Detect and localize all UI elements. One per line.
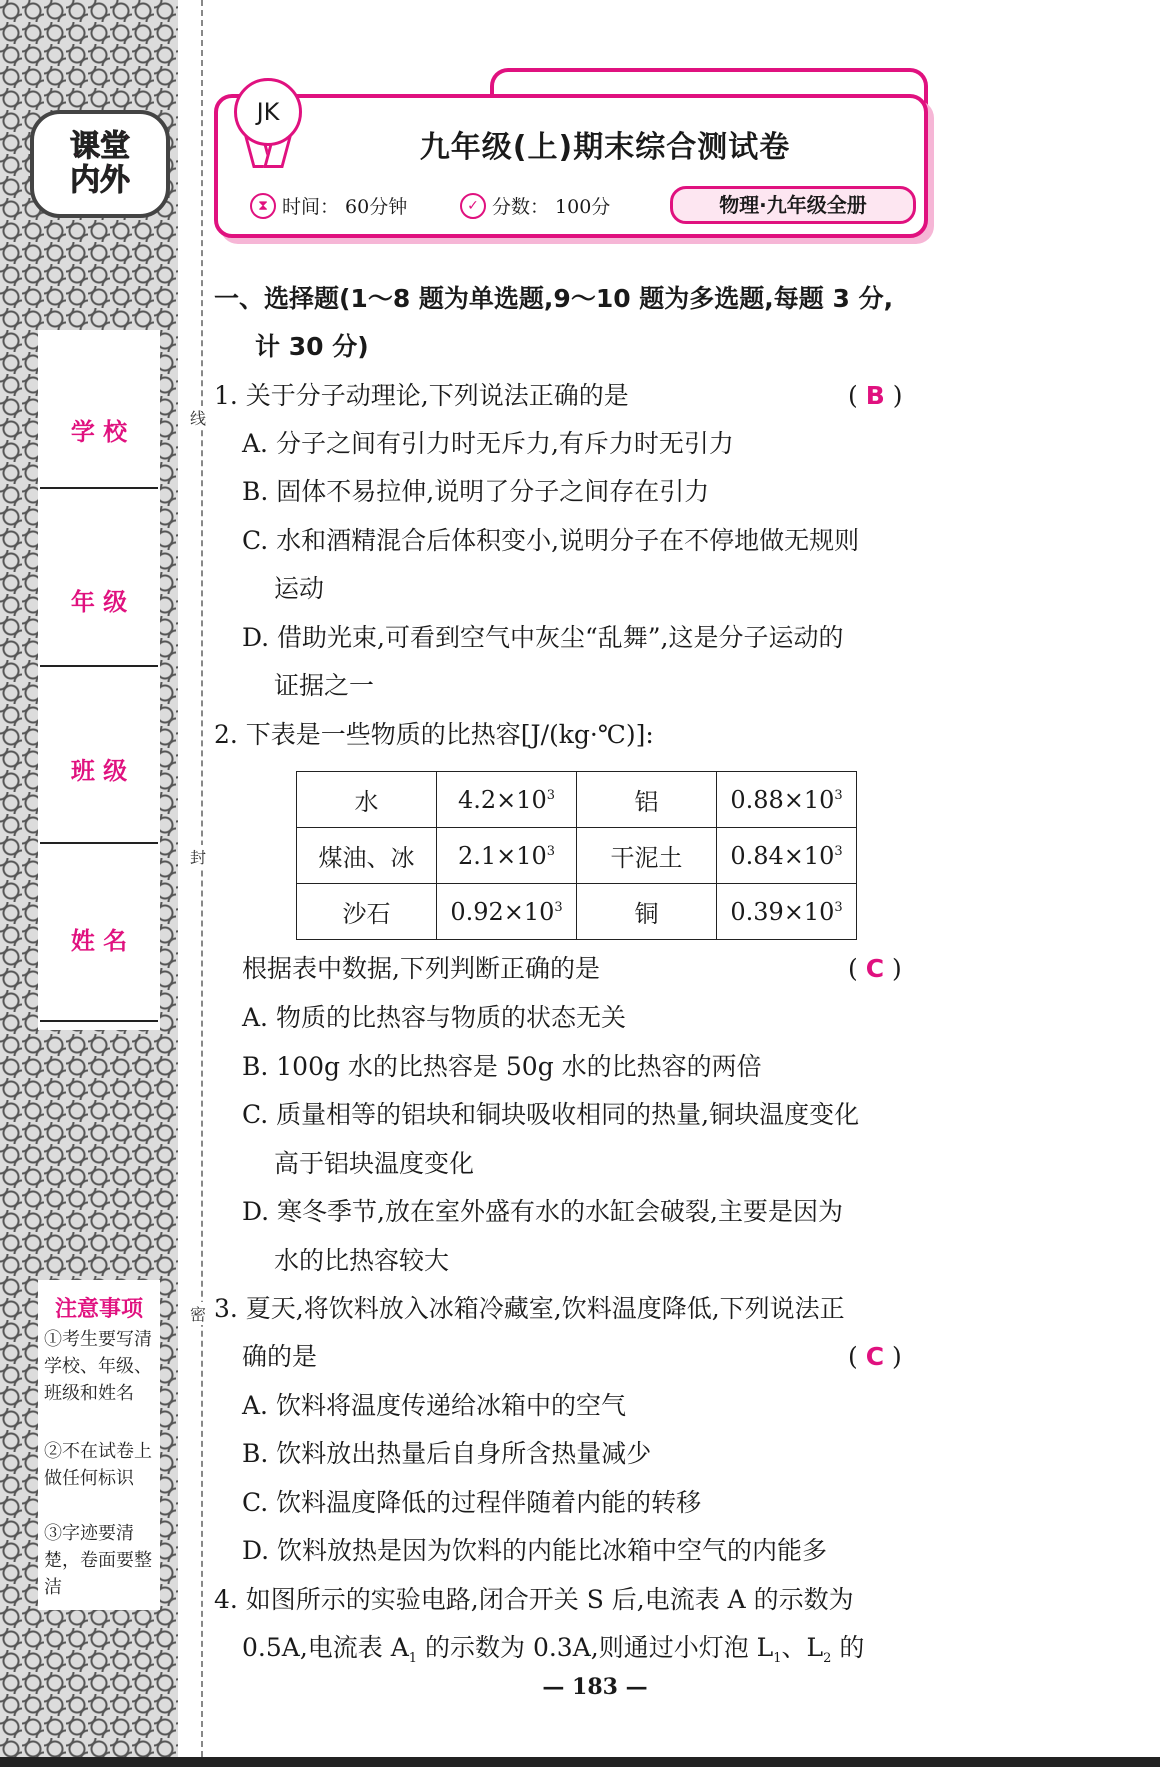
table-cell: 干泥土 <box>577 828 717 884</box>
page-title: 九年级(上)期末综合测试卷 <box>419 130 791 165</box>
table-row <box>297 772 857 828</box>
question-3-option-a: A. 饮料将温度传递给冰箱中的空气 <box>242 1391 626 1420</box>
score-label: 分数： <box>492 196 550 218</box>
question-2-option-a: A. 物质的比热容与物质的状态无关 <box>242 1003 626 1032</box>
question-3-option-c: C. 饮料温度降低的过程伴随着内能的转移 <box>242 1488 702 1517</box>
table-cell: 沙石 <box>297 884 437 940</box>
note-item: ①考生要写清学校、年级、班级和姓名 <box>44 1329 152 1404</box>
question-3-option-b: B. 饮料放出热量后自身所含热量减少 <box>242 1439 652 1468</box>
question-1-option-d-cont: 证据之一 <box>274 671 375 700</box>
question-3-option-d: D. 饮料放热是因为饮料的内能比冰箱中空气的内能多 <box>242 1536 828 1565</box>
question-4-stem-cont: 0.5A,电流表 $A_1$ 的示数为 0.3A,则通过小灯泡 $L_1$、$L_2$ 的 <box>242 1633 865 1666</box>
page-number: — 183 — <box>542 1674 648 1700</box>
cut-mark: 封 <box>190 845 206 868</box>
table-cell: 铝 <box>577 772 717 828</box>
time-label: 时间： <box>282 196 340 218</box>
question-2-stem: 2. 下表是一些物质的比热容[J/(kg·℃)]: <box>214 720 654 749</box>
time-value: 60分钟 <box>345 196 408 218</box>
question-1-option-c: C. 水和酒精混合后体积变小,说明分子在不停地做无规则 <box>242 526 860 555</box>
question-2-option-d: D. 寒冬季节,放在室外盛有水的水缸会破裂,主要是因为 <box>242 1197 843 1226</box>
section-heading-cont: 计 30 分) <box>255 332 369 361</box>
question-2-option-c: C. 质量相等的铝块和铜块吸收相同的热量,铜块温度变化 <box>242 1100 860 1129</box>
question-3-stem-cont: 确的是 <box>242 1342 318 1371</box>
question-3-answer: ( C ) <box>848 1342 902 1371</box>
grade-field-label: 年 级 <box>70 588 128 616</box>
jk-badge: JK <box>234 78 302 146</box>
class-field-label: 班 级 <box>70 757 128 785</box>
table-cell: $0.92\times 10^3$ <box>437 884 577 940</box>
table-cell: 煤油、冰 <box>297 828 437 884</box>
score-value: 100分 <box>555 196 611 218</box>
table-row <box>297 884 857 940</box>
question-1-option-b: B. 固体不易拉伸,说明了分子之间存在引力 <box>242 477 710 506</box>
question-1-answer: ( B ) <box>848 381 903 410</box>
school-field-line <box>40 487 158 489</box>
table-cell: $0.39\times 10^3$ <box>717 884 857 940</box>
subject-badge: 物理·九年级全册 <box>670 186 916 224</box>
question-3-stem: 3. 夏天,将饮料放入冰箱冷藏室,饮料温度降低,下列说法正 <box>214 1294 845 1323</box>
section-heading: 一、选择题(1～8 题为单选题,9～10 题为多选题,每题 3 分, <box>214 284 894 313</box>
table-cell: $0.88\times 10^3$ <box>717 772 857 828</box>
logo-line-1: 课堂 <box>70 129 130 164</box>
question-2-option-d-cont: 水的比热容较大 <box>274 1246 450 1275</box>
hourglass-icon: ⧗ <box>250 193 276 219</box>
table-cell: 水 <box>297 772 437 828</box>
question-1-option-c-cont: 运动 <box>274 574 325 603</box>
specific-heat-table <box>296 771 857 940</box>
brand-logo <box>30 110 170 218</box>
grade-field-line <box>40 665 158 667</box>
cut-line <box>201 0 203 1767</box>
question-2-answer: ( C ) <box>848 954 902 983</box>
cut-mark: 线 <box>190 406 206 429</box>
bottom-bar <box>0 1757 1160 1767</box>
cut-mark: 密 <box>190 1302 206 1325</box>
table-cell: $0.84\times 10^3$ <box>717 828 857 884</box>
question-2-prompt: 根据表中数据,下列判断正确的是 <box>242 954 600 983</box>
name-field-label: 姓 名 <box>70 927 128 955</box>
question-1-stem: 1. 关于分子动理论,下列说法正确的是 <box>214 381 629 410</box>
notes-title: 注意事项 <box>54 1297 143 1322</box>
table-cell: $2.1\times 10^3$ <box>437 828 577 884</box>
question-1-option-a: A. 分子之间有引力时无斥力,有斥力时无引力 <box>242 429 734 458</box>
table-cell: $4.2\times 10^3$ <box>437 772 577 828</box>
class-field-line <box>40 842 158 844</box>
score-info <box>460 192 610 219</box>
check-icon: ✓ <box>460 193 486 219</box>
name-field-line <box>40 1020 158 1022</box>
note-item: ②不在试卷上做任何标识 <box>44 1441 152 1489</box>
table-cell: 铜 <box>577 884 717 940</box>
question-1-option-d: D. 借助光束,可看到空气中灰尘“乱舞”,这是分子运动的 <box>242 623 844 652</box>
note-item: ③字迹要清楚，卷面要整洁 <box>44 1523 152 1598</box>
table-row <box>297 828 857 884</box>
school-field-label: 学 校 <box>70 418 128 446</box>
question-2-option-c-cont: 高于铝块温度变化 <box>274 1149 475 1178</box>
question-4-stem: 4. 如图所示的实验电路,闭合开关 S 后,电流表 A 的示数为 <box>214 1585 854 1614</box>
question-2-option-b: B. 100g 水的比热容是 50g 水的比热容的两倍 <box>242 1052 762 1081</box>
time-info <box>250 192 407 219</box>
logo-line-2: 内外 <box>70 163 130 198</box>
